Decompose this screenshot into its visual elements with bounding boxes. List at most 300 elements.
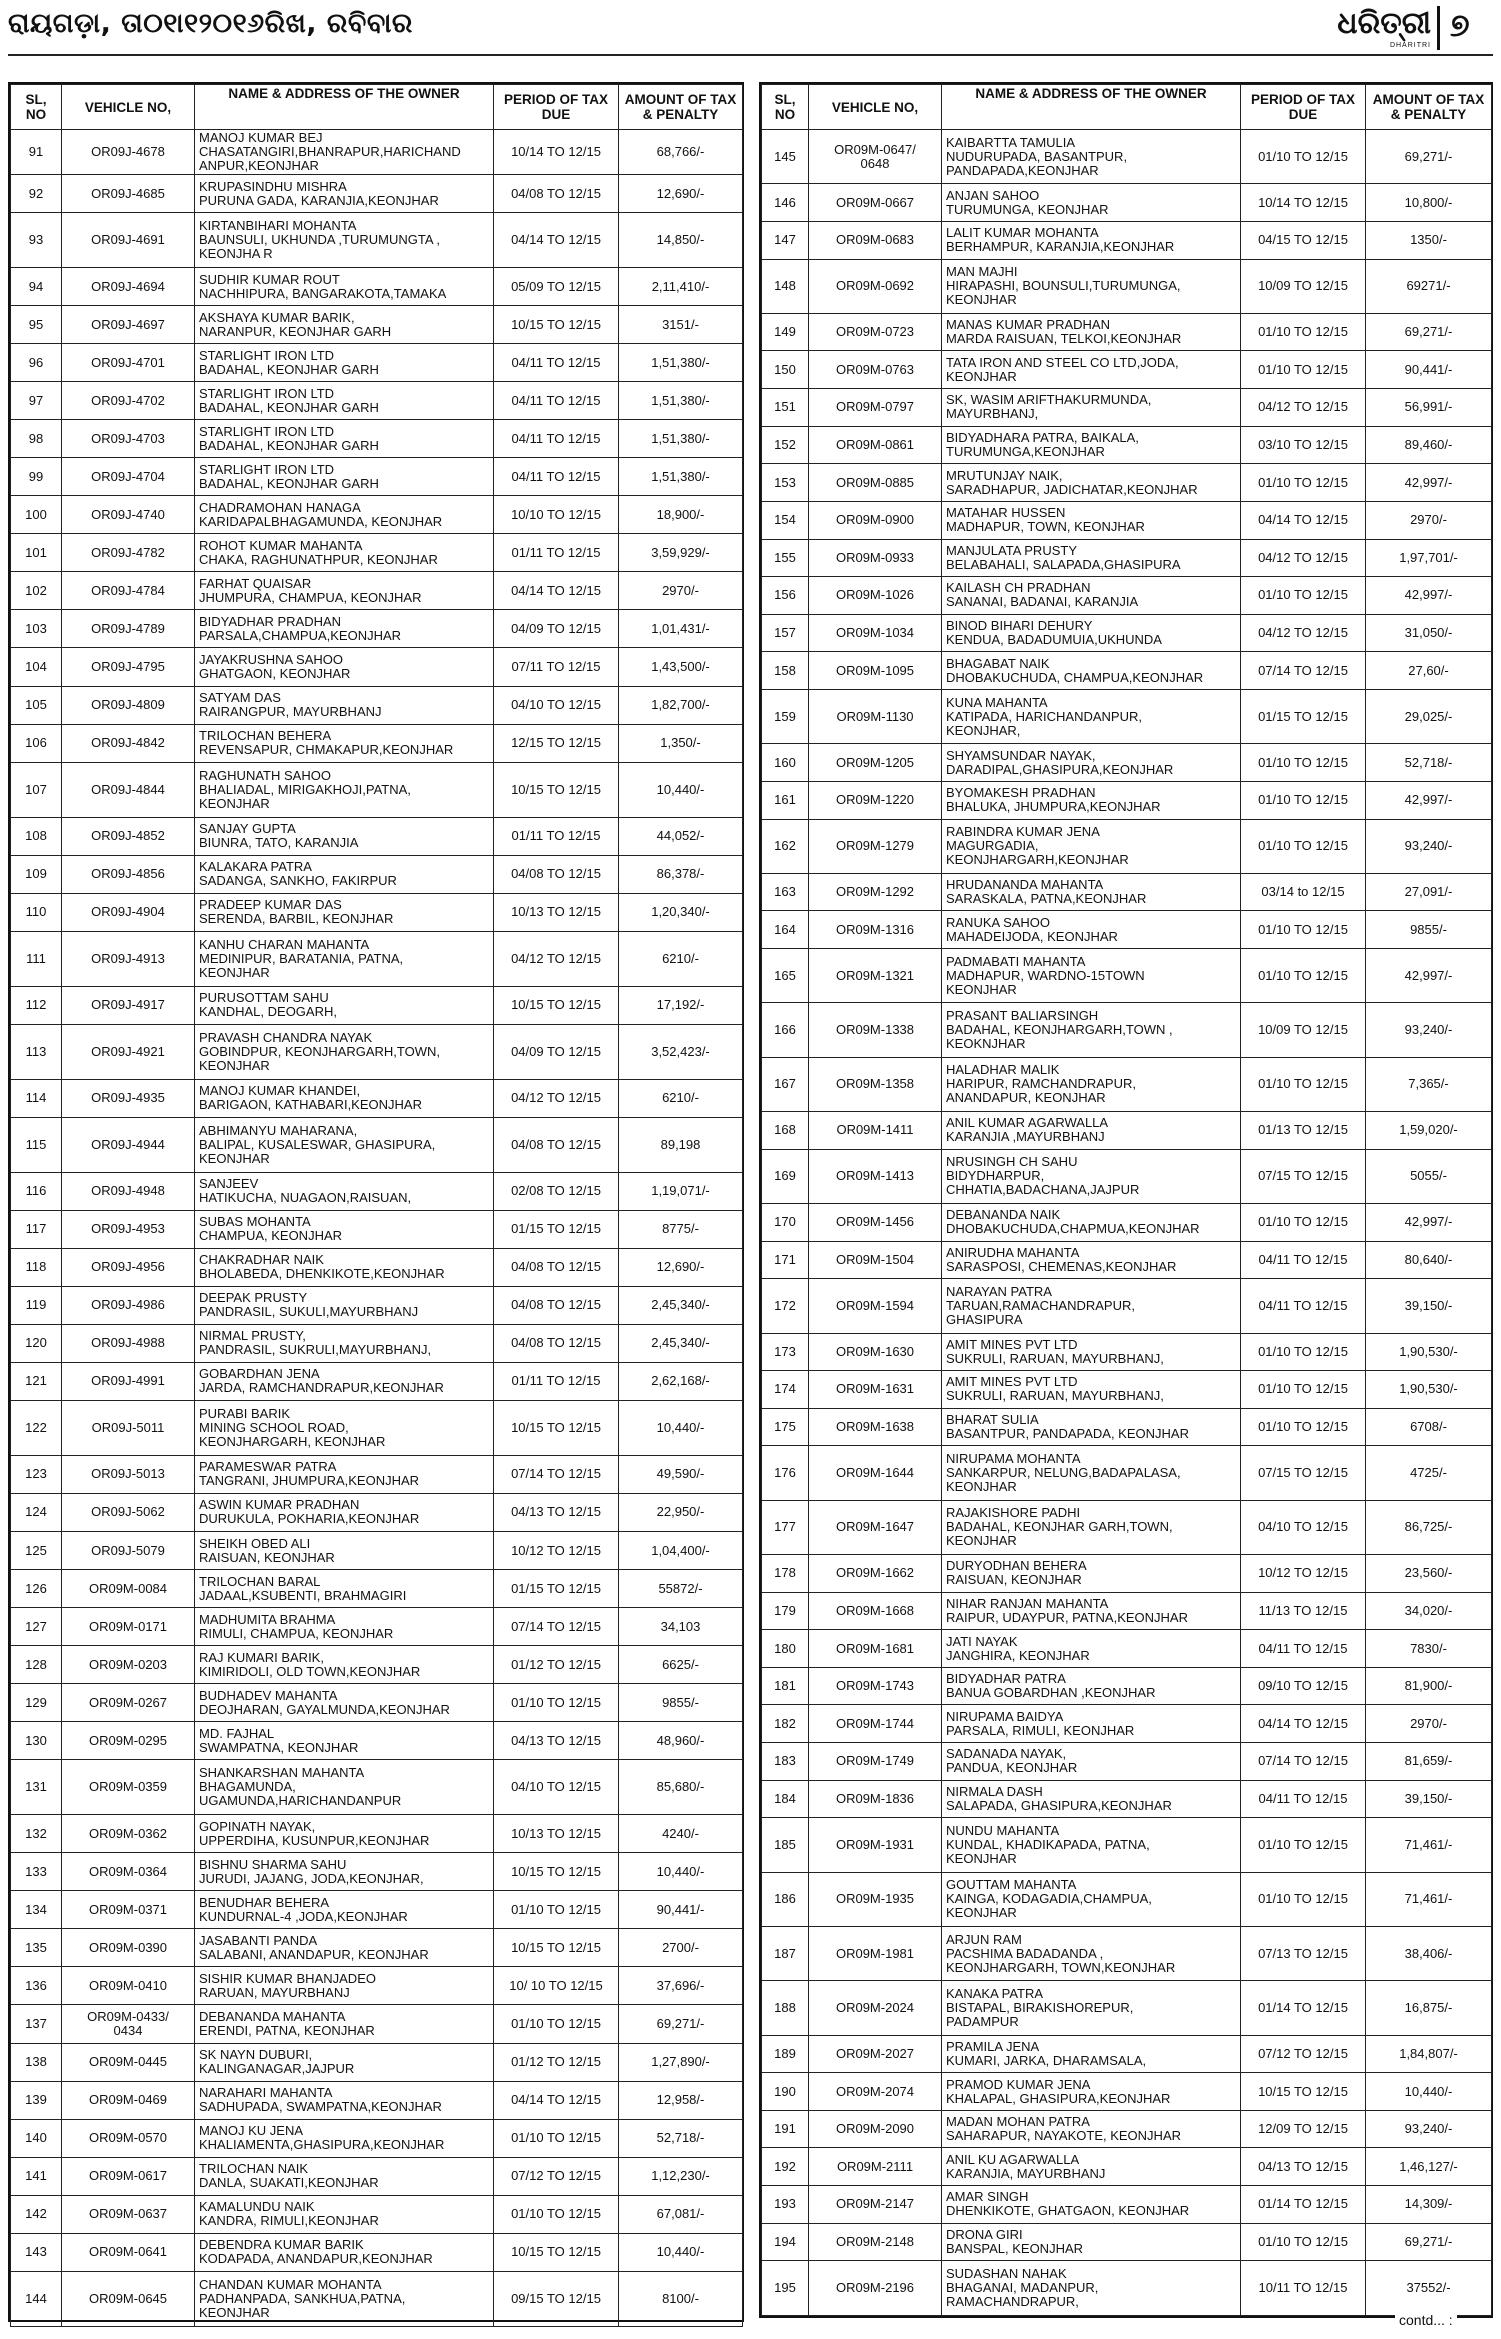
cell-period: 04/12 TO 12/15	[1241, 389, 1366, 427]
tax-defaulters-table-left	[10, 84, 743, 2327]
cell-sl-no: 123	[11, 1455, 62, 1493]
cell-amount: 4725/-	[1366, 1446, 1492, 1500]
cell-owner-name-address: KIRTANBIHARI MOHANTA BAUNSULI, UKHUNDA ,TURUMUNGTA , KEONJHA R	[195, 213, 494, 268]
cell-owner-name-address: BINOD BIHARI DEHURY KENDUA, BADADUMUIA,UKHUNDA	[942, 614, 1241, 652]
table-row	[11, 213, 743, 268]
cell-owner-name-address: SHYAMSUNDAR NAYAK, DARADIPAL,GHASIPURA,KEONJHAR	[942, 744, 1241, 782]
cell-period: 01/10 TO 12/15	[1241, 1872, 1366, 1926]
cell-owner-name-address: CHANDAN KUMAR MOHANTA PADHANPADA, SANKHUA,PATNA, KEONJHAR	[195, 2271, 494, 2326]
cell-vehicle-no: OR09M-0647/ 0648	[809, 130, 942, 184]
cell-sl-no: 192	[762, 2148, 809, 2186]
cell-amount: 3151/-	[619, 306, 743, 344]
cell-owner-name-address: RANUKA SAHOO MAHADEIJODA, KEONJHAR	[942, 911, 1241, 949]
cell-sl-no: 154	[762, 501, 809, 539]
table-row	[762, 259, 1492, 313]
cell-sl-no: 156	[762, 577, 809, 615]
cell-amount: 31,050/-	[1366, 614, 1492, 652]
cell-amount: 34,020/-	[1366, 1592, 1492, 1630]
cell-amount: 39,150/-	[1366, 1780, 1492, 1818]
cell-amount: 6210/-	[619, 1079, 743, 1117]
table-row	[762, 1743, 1492, 1781]
cell-period: 04/08 TO 12/15	[494, 1117, 619, 1172]
table-row	[762, 652, 1492, 690]
cell-period: 04/12 TO 12/15	[1241, 614, 1366, 652]
cell-period: 09/10 TO 12/15	[1241, 1667, 1366, 1705]
table-row	[762, 911, 1492, 949]
table-row	[762, 2186, 1492, 2224]
cell-period: 10/14 TO 12/15	[1241, 184, 1366, 222]
cell-period: 01/11 TO 12/15	[494, 534, 619, 572]
cell-sl-no: 129	[11, 1684, 62, 1722]
cell-owner-name-address: RABINDRA KUMAR JENA MAGURGADIA, KEONJHARGARH,KEONJHAR	[942, 819, 1241, 873]
cell-amount: 1,51,380/-	[619, 458, 743, 496]
cell-sl-no: 146	[762, 184, 809, 222]
cell-amount: 1,90,530/-	[1366, 1333, 1492, 1371]
cell-sl-no: 190	[762, 2073, 809, 2111]
table-row	[11, 1248, 743, 1286]
cell-amount: 29,025/-	[1366, 689, 1492, 743]
cell-vehicle-no: OR09J-4991	[62, 1362, 195, 1400]
cell-vehicle-no: OR09J-4844	[62, 762, 195, 817]
cell-sl-no: 93	[11, 213, 62, 268]
table-row	[762, 351, 1492, 389]
cell-owner-name-address: SATYAM DAS RAIRANGPUR, MAYURBHANJ	[195, 686, 494, 724]
cell-amount: 71,461/-	[1366, 1818, 1492, 1872]
table-row	[11, 2005, 743, 2043]
cell-owner-name-address: MANOJ KUMAR BEJ CHASATANGIRI,BHANRAPUR,HARICHAND ANPUR,KEONJHAR	[195, 130, 494, 175]
cell-owner-name-address: AKSHAYA KUMAR BARIK, NARANPUR, KEONJHAR GARH	[195, 306, 494, 344]
cell-owner-name-address: KALAKARA PATRA SADANGA, SANKHO, FAKIRPUR	[195, 855, 494, 893]
cell-vehicle-no: OR09M-0203	[62, 1646, 195, 1684]
cell-vehicle-no: OR09M-0364	[62, 1853, 195, 1891]
cell-vehicle-no: OR09M-0723	[809, 313, 942, 351]
cell-period: 01/10 TO 12/15	[1241, 2223, 1366, 2261]
cell-amount: 2970/-	[1366, 1705, 1492, 1743]
cell-vehicle-no: OR09M-1931	[809, 1818, 942, 1872]
table-row	[762, 949, 1492, 1003]
cell-period: 04/08 TO 12/15	[494, 1324, 619, 1362]
cell-sl-no: 126	[11, 1570, 62, 1608]
cell-amount: 42,997/-	[1366, 949, 1492, 1003]
table-row	[11, 268, 743, 306]
table-row	[11, 344, 743, 382]
cell-period: 07/12 TO 12/15	[494, 2157, 619, 2195]
cell-amount: 9855/-	[1366, 911, 1492, 949]
table-row	[11, 2157, 743, 2195]
cell-sl-no: 150	[762, 351, 809, 389]
cell-amount: 37552/-	[1366, 2261, 1492, 2315]
cell-sl-no: 170	[762, 1203, 809, 1241]
table-row	[762, 1780, 1492, 1818]
cell-amount: 1,51,380/-	[619, 420, 743, 458]
cell-vehicle-no: OR09J-4852	[62, 817, 195, 855]
cell-sl-no: 162	[762, 819, 809, 873]
cell-sl-no: 143	[11, 2233, 62, 2271]
cell-amount: 37,696/-	[619, 1967, 743, 2005]
cell-vehicle-no: OR09M-1205	[809, 744, 942, 782]
cell-vehicle-no: OR09M-1456	[809, 1203, 942, 1241]
table-row	[762, 1926, 1492, 1980]
cell-sl-no: 195	[762, 2261, 809, 2315]
table-row	[762, 2223, 1492, 2261]
cell-period: 12/09 TO 12/15	[1241, 2110, 1366, 2148]
cell-sl-no: 97	[11, 382, 62, 420]
table-row	[762, 1279, 1492, 1333]
cell-amount: 1,51,380/-	[619, 382, 743, 420]
cell-amount: 23,560/-	[1366, 1555, 1492, 1593]
cell-vehicle-no: OR09J-4697	[62, 306, 195, 344]
table-row	[11, 1172, 743, 1210]
cell-amount: 71,461/-	[1366, 1872, 1492, 1926]
cell-period: 01/10 TO 12/15	[1241, 1333, 1366, 1371]
cell-vehicle-no: OR09M-0692	[809, 259, 942, 313]
cell-owner-name-address: GOPINATH NAYAK, UPPERDIHA, KUSUNPUR,KEONJHAR	[195, 1815, 494, 1853]
cell-sl-no: 124	[11, 1493, 62, 1531]
cell-owner-name-address: NRUSINGH CH SAHU BIDYDHARPUR, CHHATIA,BADACHANA,JAJPUR	[942, 1149, 1241, 1203]
table-row	[11, 1362, 743, 1400]
cell-amount: 2700/-	[619, 1929, 743, 1967]
cell-amount: 81,900/-	[1366, 1667, 1492, 1705]
cell-vehicle-no: OR09M-1338	[809, 1003, 942, 1057]
cell-sl-no: 185	[762, 1818, 809, 1872]
table-row	[762, 1630, 1492, 1668]
table-row	[762, 781, 1492, 819]
cell-period: 01/15 TO 12/15	[1241, 689, 1366, 743]
table-row	[762, 464, 1492, 502]
cell-period: 01/10 TO 12/15	[494, 1684, 619, 1722]
cell-vehicle-no: OR09M-1034	[809, 614, 942, 652]
cell-amount: 27,091/-	[1366, 873, 1492, 911]
cell-sl-no: 191	[762, 2110, 809, 2148]
cell-owner-name-address: SADANADA NAYAK, PANDUA, KEONJHAR	[942, 1743, 1241, 1781]
cell-owner-name-address: JATI NAYAK JANGHIRA, KEONJHAR	[942, 1630, 1241, 1668]
table-row	[11, 420, 743, 458]
cell-owner-name-address: DEBANANDA MAHANTA ERENDI, PATNA, KEONJHAR	[195, 2005, 494, 2043]
cell-amount: 10,440/-	[1366, 2073, 1492, 2111]
cell-vehicle-no: OR09M-2090	[809, 2110, 942, 2148]
table-row	[762, 1003, 1492, 1057]
cell-owner-name-address: ANIRUDHA MAHANTA SARASPOSI, CHEMENAS,KEONJHAR	[942, 1241, 1241, 1279]
cell-period: 03/10 TO 12/15	[1241, 426, 1366, 464]
cell-vehicle-no: OR09M-0469	[62, 2081, 195, 2119]
cell-sl-no: 186	[762, 1872, 809, 1926]
cell-vehicle-no: OR09M-1749	[809, 1743, 942, 1781]
cell-sl-no: 131	[11, 1760, 62, 1815]
cell-sl-no: 127	[11, 1608, 62, 1646]
cell-vehicle-no: OR09M-0617	[62, 2157, 195, 2195]
cell-sl-no: 181	[762, 1667, 809, 1705]
cell-owner-name-address: SUDASHAN NAHAK BHAGANAI, MADANPUR, RAMACHANDRAPUR,	[942, 2261, 1241, 2315]
cell-owner-name-address: BIDYADHAR PATRA BANUA GOBARDHAN ,KEONJHAR	[942, 1667, 1241, 1705]
header-period: PERIOD OF TAX DUE	[494, 85, 619, 130]
table-row	[11, 458, 743, 496]
cell-vehicle-no: OR09J-4948	[62, 1172, 195, 1210]
cell-period: 01/10 TO 12/15	[1241, 1371, 1366, 1409]
cell-period: 01/11 TO 12/15	[494, 1362, 619, 1400]
cell-amount: 6210/-	[619, 931, 743, 986]
table-row	[762, 1667, 1492, 1705]
cell-sl-no: 157	[762, 614, 809, 652]
cell-vehicle-no: OR09M-1935	[809, 1872, 942, 1926]
cell-amount: 3,59,929/-	[619, 534, 743, 572]
header-vehicle-no: VEHICLE NO,	[62, 85, 195, 130]
cell-owner-name-address: PURUSOTTAM SAHU KANDHAL, DEOGARH,	[195, 986, 494, 1024]
cell-vehicle-no: OR09M-0763	[809, 351, 942, 389]
cell-owner-name-address: NARAHARI MAHANTA SADHUPADA, SWAMPATNA,KEONJHAR	[195, 2081, 494, 2119]
cell-vehicle-no: OR09J-4809	[62, 686, 195, 724]
table-row	[11, 986, 743, 1024]
cell-vehicle-no: OR09J-4913	[62, 931, 195, 986]
cell-vehicle-no: OR09M-0683	[809, 221, 942, 259]
cell-owner-name-address: RAGHUNATH SAHOO BHALIADAL, MIRIGAKHOJI,PATNA, KEONJHAR	[195, 762, 494, 817]
cell-amount: 56,991/-	[1366, 389, 1492, 427]
table-row	[762, 539, 1492, 577]
cell-period: 01/15 TO 12/15	[494, 1570, 619, 1608]
cell-period: 04/09 TO 12/15	[494, 1024, 619, 1079]
cell-vehicle-no: OR09M-0433/ 0434	[62, 2005, 195, 2043]
table-row	[762, 1408, 1492, 1446]
cell-amount: 93,240/-	[1366, 2110, 1492, 2148]
cell-owner-name-address: JAYAKRUSHNA SAHOO GHATGAON, KEONJHAR	[195, 648, 494, 686]
cell-vehicle-no: OR09M-1630	[809, 1333, 942, 1371]
table-row	[11, 1286, 743, 1324]
cell-period: 02/08 TO 12/15	[494, 1172, 619, 1210]
cell-owner-name-address: ABHIMANYU MAHARANA, BALIPAL, KUSALESWAR, GHASIPURA, KEONJHAR	[195, 1117, 494, 1172]
cell-period: 01/10 TO 12/15	[1241, 313, 1366, 351]
cell-amount: 10,440/-	[619, 1400, 743, 1455]
cell-owner-name-address: NUNDU MAHANTA KUNDAL, KHADIKAPADA, PATNA, KEONJHAR	[942, 1818, 1241, 1872]
cell-vehicle-no: OR09M-0570	[62, 2119, 195, 2157]
table-row	[762, 2035, 1492, 2073]
cell-period: 04/11 TO 12/15	[494, 420, 619, 458]
table-row	[762, 1981, 1492, 2035]
cell-sl-no: 189	[762, 2035, 809, 2073]
cell-amount: 14,850/-	[619, 213, 743, 268]
table-row	[11, 724, 743, 762]
table-row	[11, 1760, 743, 1815]
cell-amount: 14,309/-	[1366, 2186, 1492, 2224]
cell-sl-no: 180	[762, 1630, 809, 1668]
cell-vehicle-no: OR09M-0295	[62, 1722, 195, 1760]
table-row	[762, 1112, 1492, 1150]
table-row	[762, 2073, 1492, 2111]
cell-period: 07/14 TO 12/15	[494, 1608, 619, 1646]
cell-sl-no: 159	[762, 689, 809, 743]
table-row	[11, 2271, 743, 2326]
table-row	[762, 1203, 1492, 1241]
cell-vehicle-no: OR09J-4740	[62, 496, 195, 534]
table-row	[11, 1210, 743, 1248]
header-owner: NAME & ADDRESS OF THE OWNER	[195, 85, 494, 130]
cell-owner-name-address: BHARAT SULIA BASANTPUR, PANDAPADA, KEONJHAR	[942, 1408, 1241, 1446]
table-row	[11, 1117, 743, 1172]
cell-period: 04/14 TO 12/15	[494, 2081, 619, 2119]
cell-amount: 22,950/-	[619, 1493, 743, 1531]
cell-sl-no: 136	[11, 1967, 62, 2005]
cell-vehicle-no: OR09M-1638	[809, 1408, 942, 1446]
table-row	[762, 501, 1492, 539]
cell-vehicle-no: OR09M-1743	[809, 1667, 942, 1705]
cell-sl-no: 91	[11, 130, 62, 175]
cell-period: 04/09 TO 12/15	[494, 610, 619, 648]
cell-amount: 34,103	[619, 1608, 743, 1646]
cell-period: 01/10 TO 12/15	[1241, 949, 1366, 1003]
cell-sl-no: 94	[11, 268, 62, 306]
cell-vehicle-no: OR09M-2111	[809, 2148, 942, 2186]
cell-period: 04/11 TO 12/15	[1241, 1241, 1366, 1279]
cell-period: 12/15 TO 12/15	[494, 724, 619, 762]
cell-sl-no: 107	[11, 762, 62, 817]
cell-sl-no: 117	[11, 1210, 62, 1248]
table-row	[762, 130, 1492, 184]
cell-period: 07/13 TO 12/15	[1241, 1926, 1366, 1980]
cell-owner-name-address: TRILOCHAN NAIK DANLA, SUAKATI,KEONJHAR	[195, 2157, 494, 2195]
cell-sl-no: 183	[762, 1743, 809, 1781]
cell-sl-no: 168	[762, 1112, 809, 1150]
cell-vehicle-no: OR09M-1644	[809, 1446, 942, 1500]
cell-owner-name-address: BISHNU SHARMA SAHU JURUDI, JAJANG, JODA,KEONJHAR,	[195, 1853, 494, 1891]
cell-amount: 68,766/-	[619, 130, 743, 175]
cell-sl-no: 104	[11, 648, 62, 686]
cell-period: 01/10 TO 12/15	[1241, 351, 1366, 389]
cell-amount: 52,718/-	[619, 2119, 743, 2157]
cell-sl-no: 139	[11, 2081, 62, 2119]
table-row	[11, 572, 743, 610]
cell-period: 01/10 TO 12/15	[1241, 781, 1366, 819]
cell-amount: 69,271/-	[1366, 2223, 1492, 2261]
cell-vehicle-no: OR09J-4856	[62, 855, 195, 893]
cell-owner-name-address: PRAVASH CHANDRA NAYAK GOBINDPUR, KEONJHARGARH,TOWN, KEONJHAR	[195, 1024, 494, 1079]
cell-amount: 86,378/-	[619, 855, 743, 893]
cell-vehicle-no: OR09M-1130	[809, 689, 942, 743]
cell-sl-no: 101	[11, 534, 62, 572]
cell-vehicle-no: OR09M-2027	[809, 2035, 942, 2073]
cell-vehicle-no: OR09M-2147	[809, 2186, 942, 2224]
table-row	[762, 1555, 1492, 1593]
cell-vehicle-no: OR09M-0900	[809, 501, 942, 539]
cell-period: 10/13 TO 12/15	[494, 1815, 619, 1853]
cell-vehicle-no: OR09M-1594	[809, 1279, 942, 1333]
cell-period: 04/10 TO 12/15	[1241, 1500, 1366, 1554]
cell-vehicle-no: OR09M-1836	[809, 1780, 942, 1818]
header-vehicle-no: VEHICLE NO,	[809, 85, 942, 130]
cell-period: 10/15 TO 12/15	[494, 762, 619, 817]
cell-vehicle-no: OR09J-5079	[62, 1531, 195, 1569]
cell-sl-no: 122	[11, 1400, 62, 1455]
cell-owner-name-address: SISHIR KUMAR BHANJADEO RARUAN, MAYURBHANJ	[195, 1967, 494, 2005]
cell-sl-no: 114	[11, 1079, 62, 1117]
cell-amount: 1,97,701/-	[1366, 539, 1492, 577]
cell-amount: 93,240/-	[1366, 819, 1492, 873]
newspaper-logo-subtitle: DHARITRI	[1389, 42, 1431, 49]
cell-period: 10/13 TO 12/15	[494, 893, 619, 931]
cell-period: 07/14 TO 12/15	[1241, 652, 1366, 690]
cell-amount: 80,640/-	[1366, 1241, 1492, 1279]
table-row	[11, 1570, 743, 1608]
table-row	[762, 184, 1492, 222]
cell-owner-name-address: ANIL KUMAR AGARWALLA KARANJIA ,MAYURBHANJ	[942, 1112, 1241, 1150]
cell-vehicle-no: OR09M-2148	[809, 2223, 942, 2261]
cell-owner-name-address: MADAN MOHAN PATRA SAHARAPUR, NAYAKOTE, KEONJHAR	[942, 2110, 1241, 2148]
cell-amount: 38,406/-	[1366, 1926, 1492, 1980]
cell-owner-name-address: STARLIGHT IRON LTD BADAHAL, KEONJHAR GARH	[195, 420, 494, 458]
cell-owner-name-address: GOBARDHAN JENA JARDA, RAMCHANDRAPUR,KEONJHAR	[195, 1362, 494, 1400]
cell-amount: 6625/-	[619, 1646, 743, 1684]
table-row	[11, 1646, 743, 1684]
cell-period: 01/10 TO 12/15	[494, 2005, 619, 2043]
cell-owner-name-address: ANJAN SAHOO TURUMUNGA, KEONJHAR	[942, 184, 1241, 222]
cell-period: 09/15 TO 12/15	[494, 2271, 619, 2326]
cell-owner-name-address: TATA IRON AND STEEL CO LTD,JODA, KEONJHAR	[942, 351, 1241, 389]
cell-owner-name-address: NIHAR RANJAN MAHANTA RAIPUR, UDAYPUR, PATNA,KEONJHAR	[942, 1592, 1241, 1630]
cell-vehicle-no: OR09M-1662	[809, 1555, 942, 1593]
cell-sl-no: 171	[762, 1241, 809, 1279]
tax-table-right-column	[759, 82, 1493, 2318]
table-row	[11, 817, 743, 855]
cell-sl-no: 163	[762, 873, 809, 911]
cell-amount: 10,440/-	[619, 762, 743, 817]
cell-amount: 2970/-	[1366, 501, 1492, 539]
table-header-row	[762, 85, 1492, 130]
cell-owner-name-address: MAN MAJHI HIRAPASHI, BOUNSULI,TURUMUNGA, KEONJHAR	[942, 259, 1241, 313]
cell-owner-name-address: NIRUPAMA BAIDYA PARSALA, RIMULI, KEONJHAR	[942, 1705, 1241, 1743]
cell-owner-name-address: BYOMAKESH PRADHAN BHALUKA, JHUMPURA,KEONJHAR	[942, 781, 1241, 819]
table-row	[762, 744, 1492, 782]
cell-owner-name-address: DRONA GIRI BANSPAL, KEONJHAR	[942, 2223, 1241, 2261]
cell-vehicle-no: OR09M-0667	[809, 184, 942, 222]
cell-owner-name-address: AMIT MINES PVT LTD SUKRULI, RARUAN, MAYURBHANJ,	[942, 1333, 1241, 1371]
cell-owner-name-address: PADMABATI MAHANTA MADHAPUR, WARDNO-15TOWN KEONJHAR	[942, 949, 1241, 1003]
cell-period: 10/15 TO 12/15	[494, 306, 619, 344]
cell-vehicle-no: OR09J-4694	[62, 268, 195, 306]
cell-sl-no: 111	[11, 931, 62, 986]
table-row	[11, 1853, 743, 1891]
cell-sl-no: 176	[762, 1446, 809, 1500]
cell-amount: 1,20,340/-	[619, 893, 743, 931]
table-row	[762, 2148, 1492, 2186]
table-row	[11, 130, 743, 175]
dateline: ରାୟଗଡ଼ା, ତା୦୧ା୧୨୦୧୬ରିଖ, ରବିବାର	[8, 8, 413, 39]
table-row	[762, 2110, 1492, 2148]
cell-period: 07/15 TO 12/15	[1241, 1446, 1366, 1500]
cell-sl-no: 138	[11, 2043, 62, 2081]
cell-sl-no: 161	[762, 781, 809, 819]
cell-vehicle-no: OR09M-1095	[809, 652, 942, 690]
page-number: ୭	[1450, 6, 1470, 44]
cell-amount: 12,690/-	[619, 1248, 743, 1286]
table-row	[11, 2043, 743, 2081]
cell-vehicle-no: OR09M-0445	[62, 2043, 195, 2081]
cell-vehicle-no: OR09J-4795	[62, 648, 195, 686]
masthead-rule	[8, 54, 1493, 56]
table-row	[762, 1592, 1492, 1630]
cell-sl-no: 172	[762, 1279, 809, 1333]
table-row	[762, 614, 1492, 652]
table-row	[762, 1333, 1492, 1371]
cell-amount: 12,690/-	[619, 175, 743, 213]
cell-sl-no: 137	[11, 2005, 62, 2043]
cell-amount: 1,01,431/-	[619, 610, 743, 648]
cell-owner-name-address: SK NAYN DUBURI, KALINGANAGAR,JAJPUR	[195, 2043, 494, 2081]
cell-vehicle-no: OR09J-4704	[62, 458, 195, 496]
cell-amount: 93,240/-	[1366, 1003, 1492, 1057]
cell-period: 01/10 TO 12/15	[1241, 911, 1366, 949]
cell-sl-no: 164	[762, 911, 809, 949]
cell-period: 05/09 TO 12/15	[494, 268, 619, 306]
table-row	[11, 2195, 743, 2233]
cell-period: 04/08 TO 12/15	[494, 855, 619, 893]
cell-owner-name-address: PRAMOD KUMAR JENA KHALAPAL, GHASIPURA,KEONJHAR	[942, 2073, 1241, 2111]
